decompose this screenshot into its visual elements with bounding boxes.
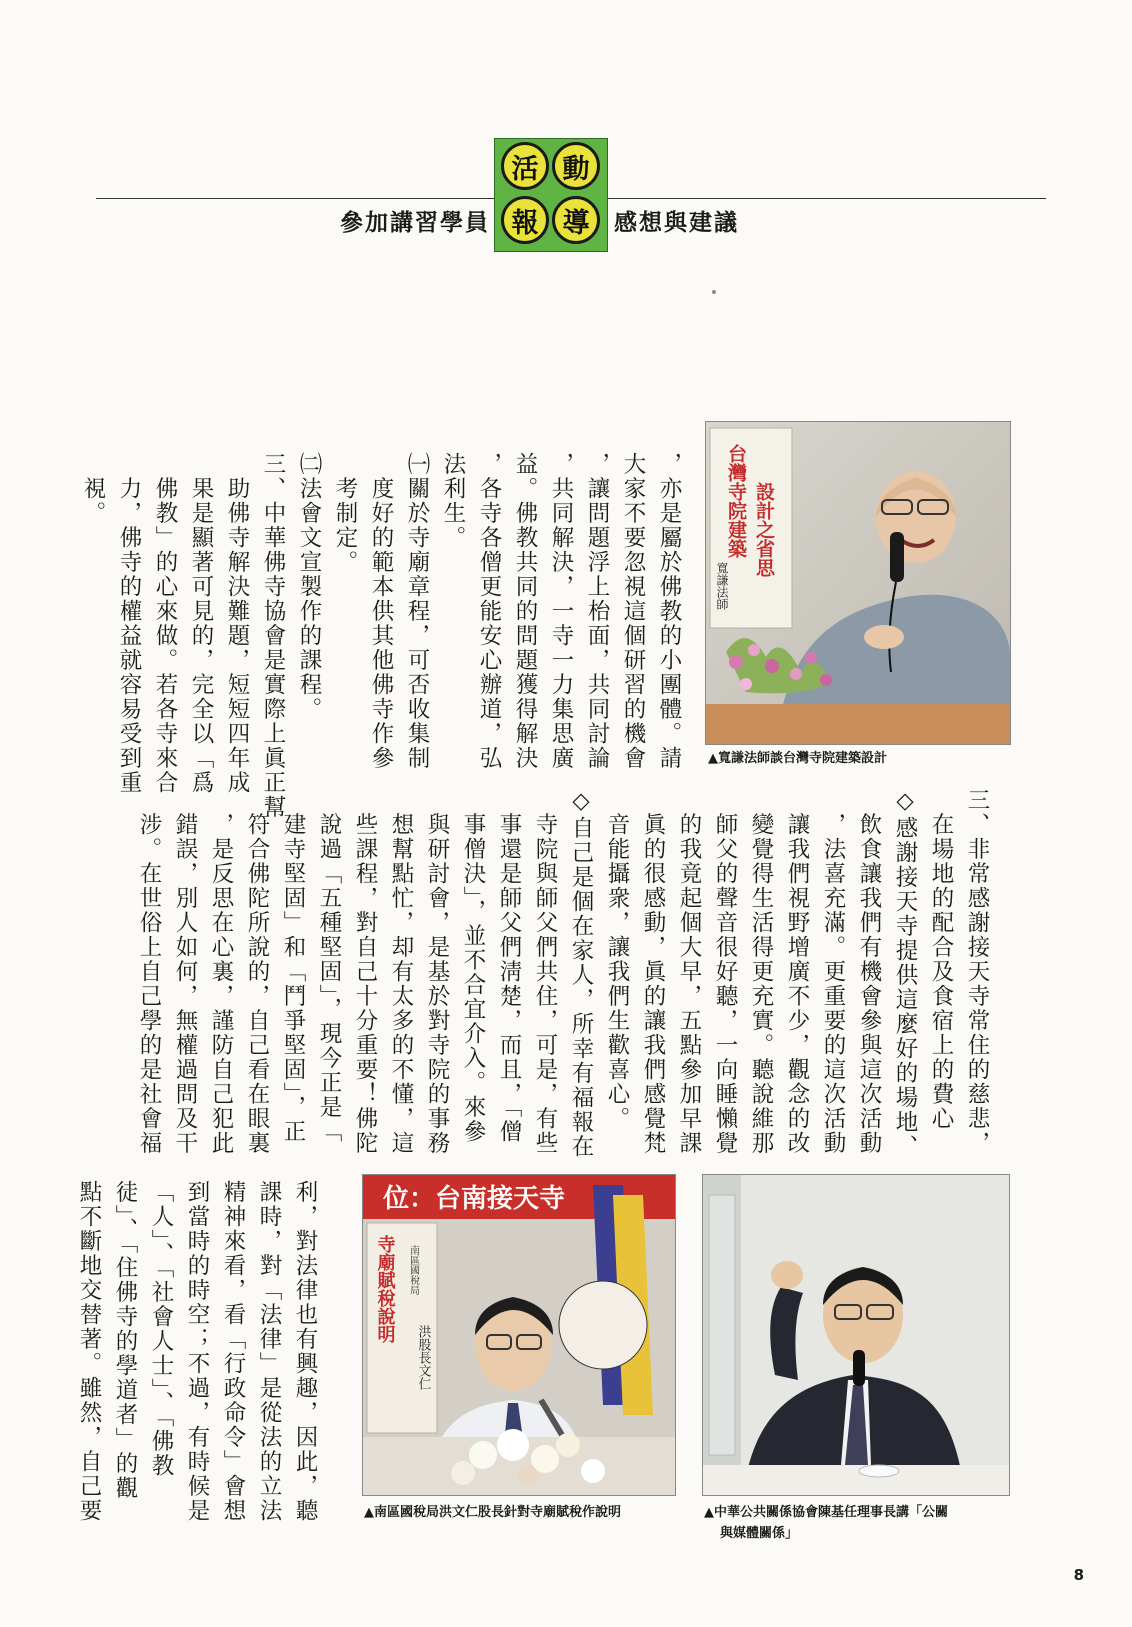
header-right-title: 感想與建議 — [614, 210, 739, 236]
text-column: ㈡法會文宣製作的課程。 — [296, 452, 322, 722]
photo-top-banner-line2: 設計之省思 — [753, 482, 775, 577]
photo-bottom-left-placard-name: 洪股長文仁 — [415, 1325, 431, 1390]
text-column: 果是顯著可見的，完全以「爲 — [188, 452, 214, 795]
photo-top-banner-line1: 台灣寺院建築 — [725, 444, 747, 558]
text-column: 音能攝衆，讓我們生歡喜心。 — [604, 788, 630, 1131]
text-column: 點不斷地交替著。雖然，自己要 — [76, 1180, 102, 1523]
text-column: 變覺得生活得更充實。聽說維那 — [748, 788, 774, 1156]
text-column: 與研討會，是基於對寺院的事務 — [424, 788, 450, 1156]
text-column: 事僧決」，並不合宜介入。來參 — [460, 788, 486, 1145]
badge-bao: 報 — [501, 196, 549, 244]
photo-bottom-right-caption-line1: ▲中華公共關係協會陳基任理事長講「公關 — [704, 1505, 948, 1520]
text-column: 飲食讓我們有機會參與這次活動 — [856, 788, 882, 1156]
text-column: 想幫點忙，却有太多的不懂，這 — [388, 788, 414, 1156]
photo-bottom-left-banner: 位：台南接天寺 — [383, 1184, 566, 1214]
text-column: 大家不要忽視這個研習的機會 — [620, 452, 646, 771]
text-column: 些課程，對自己十分重要！佛陀 — [352, 788, 378, 1156]
badge-dong: 動 — [552, 142, 600, 190]
text-column: 眞的很感動，眞的讓我們感覺梵 — [640, 788, 666, 1156]
text-column: 「人」、「社會人士」、「佛教 — [148, 1180, 174, 1478]
page-number: 8 — [1073, 1566, 1084, 1584]
photo-bottom-left-image — [363, 1175, 675, 1495]
text-column: ，法喜充滿。更重要的這次活動 — [820, 788, 846, 1156]
text-column: 說過「五種堅固」，現今正是「 — [316, 788, 342, 1145]
upper-text-block — [75, 452, 687, 820]
text-column: 符合佛陀所說的，自己看在眼裏 — [244, 788, 270, 1156]
text-column: ，讓問題浮上枱面，共同討論 — [584, 452, 610, 771]
text-column: ㈠關於寺廟章程，可否收集制 — [404, 452, 430, 771]
text-column: 建寺堅固」和「鬥爭堅固」，正 — [280, 788, 306, 1145]
text-column: 到當時的時空；不過，有時候是 — [184, 1180, 210, 1523]
photo-bottom-left-placard: 寺廟賦稅說明 — [374, 1235, 396, 1343]
text-column: ◇自己是個在家人，所幸有福報在 — [568, 788, 594, 1159]
photo-bottom-right-caption — [704, 1502, 948, 1544]
photo-bottom-left — [362, 1174, 676, 1496]
text-column: 的我竟起個大早，五點參加早課 — [676, 788, 702, 1156]
text-column: ，各寺各僧更能安心辦道，弘 — [476, 452, 502, 771]
print-speck — [712, 290, 716, 294]
text-column: ，亦是屬於佛教的小團體。請 — [656, 452, 682, 771]
text-column: 益。佛教共同的問題獲得解決 — [512, 452, 538, 771]
text-column: 度好的範本供其他佛寺作參 — [368, 452, 394, 771]
badge-huo: 活 — [501, 142, 549, 190]
text-column: 視。 — [80, 452, 106, 526]
text-column: 三、非常感謝接天寺常住的慈悲， — [964, 788, 990, 1156]
photo-top — [705, 421, 1011, 745]
photo-top-caption: ▲寬謙法師談台灣寺院建築設計 — [708, 751, 887, 766]
text-column: 在場地的配合及食宿上的費心 — [928, 788, 954, 1131]
text-column: 考制定。 — [332, 452, 358, 575]
text-column: 助佛寺解決難題，短短四年成 — [224, 452, 250, 795]
text-column: 力，佛寺的權益就容易受到重 — [116, 452, 142, 795]
text-column: 佛教」的心來做。若各寺來合 — [152, 452, 178, 795]
header-left-title: 參加講習學員 — [340, 210, 490, 236]
lower-text-block — [71, 1180, 323, 1523]
photo-bottom-right — [702, 1174, 1010, 1496]
text-column: 寺院與師父們共住，可是，有些 — [532, 788, 558, 1156]
text-column: 法利生。 — [440, 452, 466, 550]
text-column: 師父的聲音很好聽，一向睡懶覺 — [712, 788, 738, 1156]
photo-bottom-left-placard-sub: 南區國稅局 — [407, 1245, 419, 1295]
text-column: 事還是師父們淸楚，而且，「僧 — [496, 788, 522, 1145]
middle-text-block — [131, 788, 995, 1159]
photo-bottom-left-caption: ▲南區國稅局洪文仁股長針對寺廟賦稅作說明 — [364, 1505, 621, 1520]
text-column: 徒」、「住佛寺的學道者」的觀 — [112, 1180, 138, 1501]
text-column: ，共同解決，一寺一力集思廣 — [548, 452, 574, 771]
text-column: 錯誤，別人如何，無權過問及干 — [172, 788, 198, 1156]
text-column: 精神來看，看「行政命令」會想 — [220, 1180, 246, 1523]
text-column: 涉。在世俗上自己學的是社會福 — [136, 788, 162, 1156]
text-column: ，是反思在心裏，謹防自己犯此 — [208, 788, 234, 1156]
text-column: 讓我們視野增廣不少，觀念的改 — [784, 788, 810, 1156]
text-column: ◇感謝接天寺提供這麼好的場地、 — [892, 788, 918, 1159]
badge-dao: 導 — [552, 196, 600, 244]
photo-bottom-right-caption-line2: 與媒體關係」 — [720, 1526, 799, 1541]
photo-bottom-right-image — [703, 1175, 1009, 1495]
text-column: 利，對法律也有興趣，因此，聽 — [292, 1180, 318, 1523]
photo-top-speaker-label: 寬謙法師 — [715, 562, 729, 610]
text-column: 課時，對「法律」是從法的立法 — [256, 1180, 282, 1523]
photo-top-image — [706, 422, 1010, 744]
text-column: 三、中華佛寺協會是實際上眞正幫 — [260, 452, 286, 820]
